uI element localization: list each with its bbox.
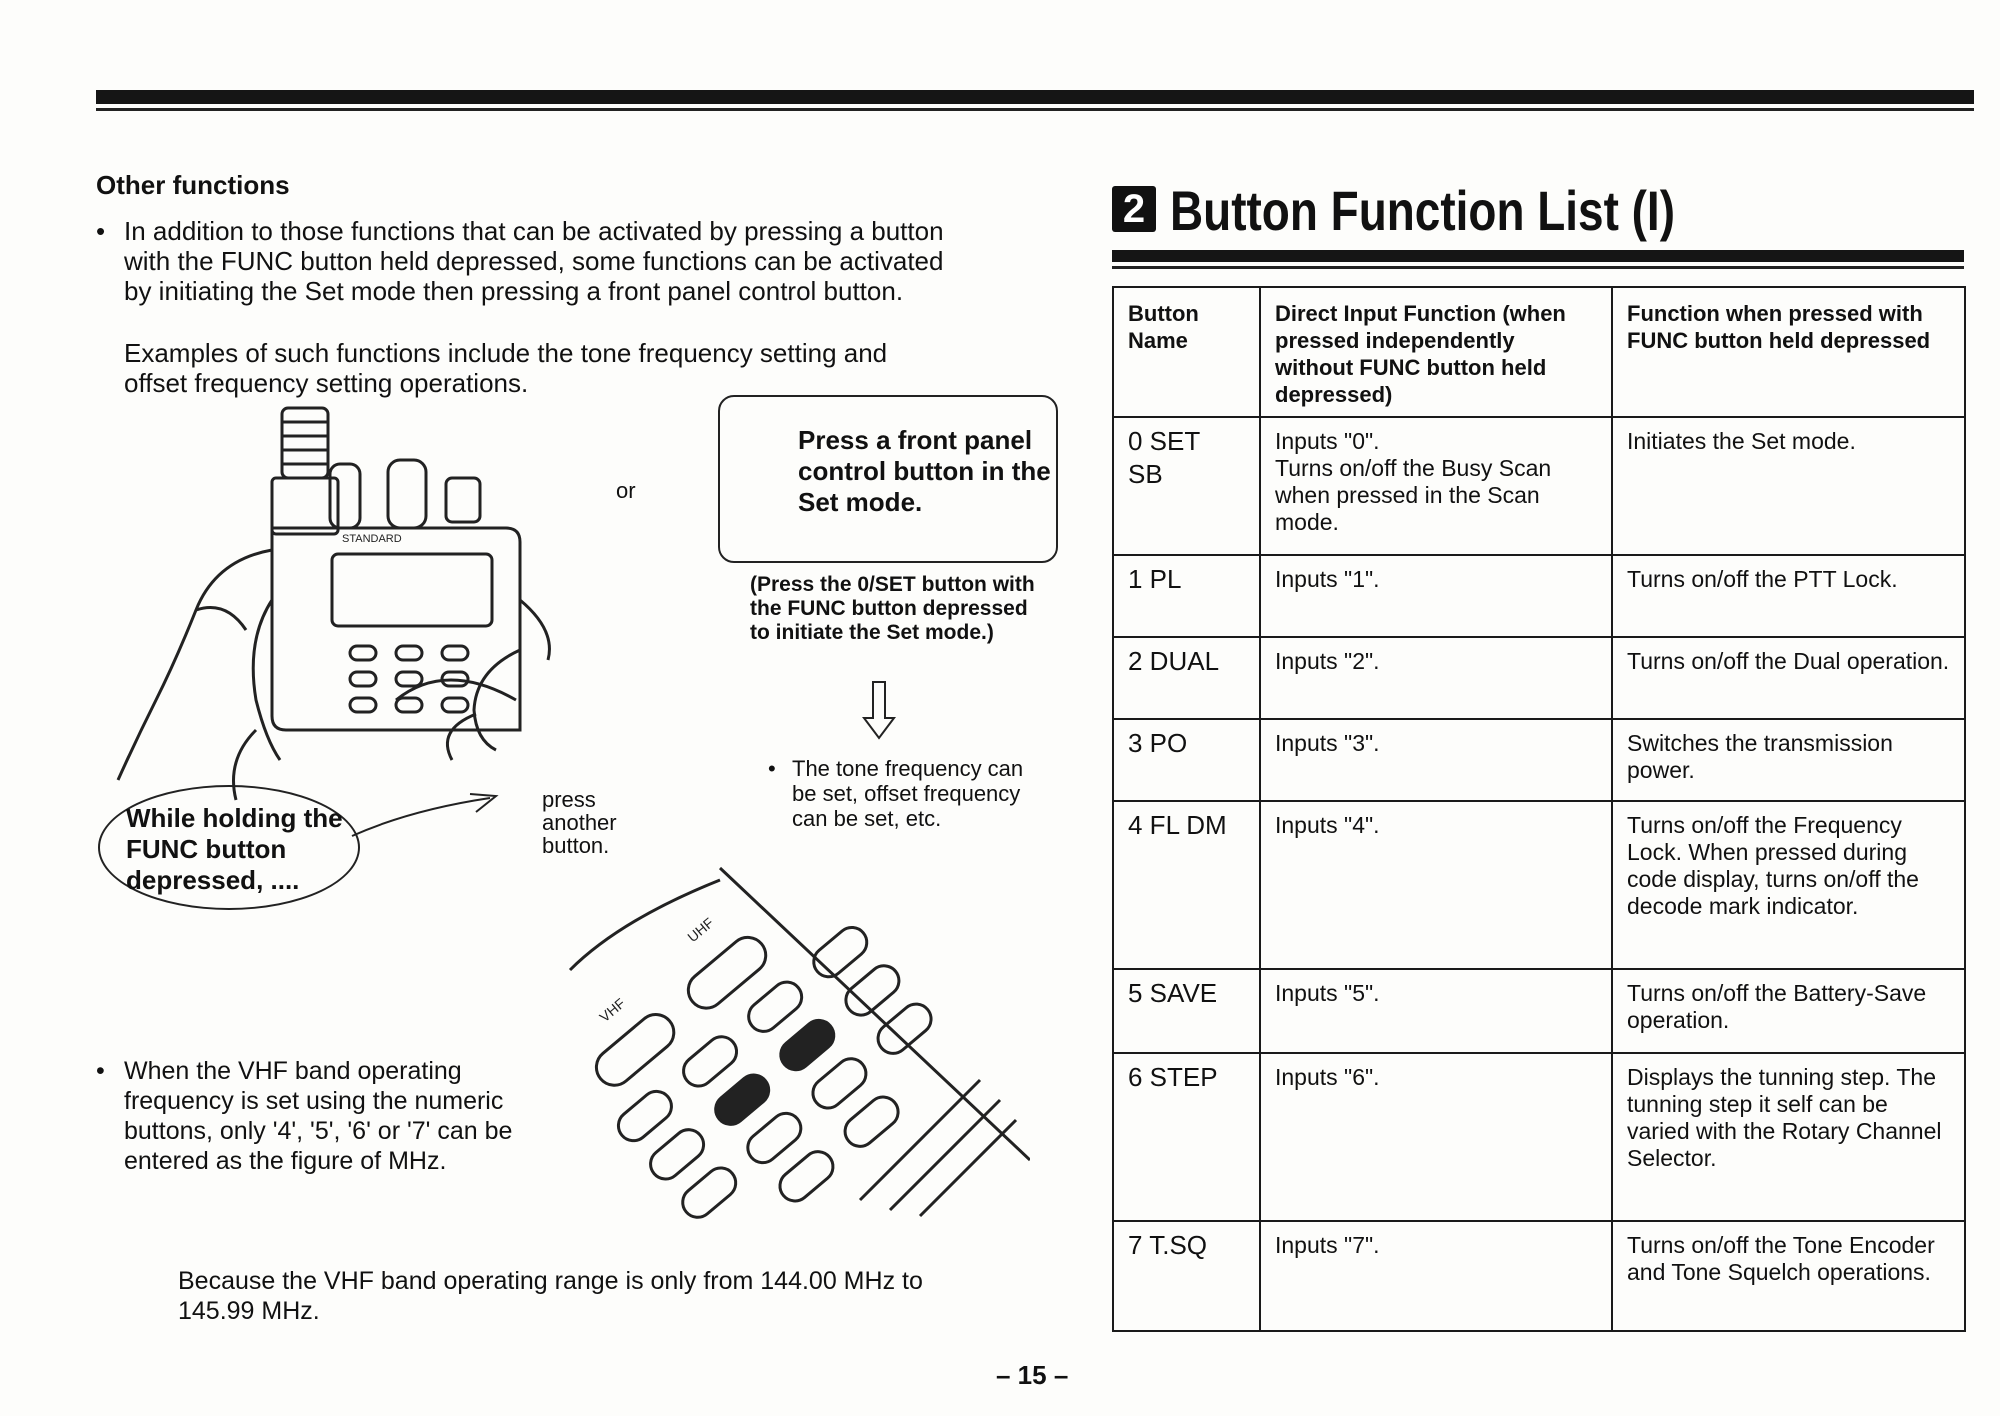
direct-input-extra: Turns on/off the Busy Scan when pressed in the Scan mode. bbox=[1275, 455, 1552, 535]
bullet-glyph: • bbox=[96, 216, 106, 246]
direct-input-text: Inputs "0". bbox=[1275, 428, 1380, 454]
table-row bbox=[1113, 1053, 1965, 1221]
table-row bbox=[1113, 969, 1965, 1053]
button-name: 0 SET bbox=[1128, 426, 1201, 456]
direct-input-text: Inputs "2". bbox=[1260, 637, 1612, 719]
vhf-mhz-note-text: When the VHF band operating frequency is set using the numeric buttons, only '4', '5', '6' or '7' can be entered as the figure of MHz. bbox=[124, 1057, 513, 1175]
bullet-glyph: • bbox=[96, 1057, 105, 1085]
header-func-pressed: Function when pressed with FUNC button held depressed bbox=[1612, 287, 1965, 417]
arrow-icon bbox=[350, 790, 500, 840]
set-mode-callout: Press a front panel control button in the Set mode. bbox=[718, 395, 1058, 563]
top-rule bbox=[96, 90, 1974, 104]
press-another-label: press another button. bbox=[542, 787, 617, 858]
button-function-table bbox=[1112, 286, 1966, 1332]
keypad-illustration bbox=[560, 860, 1030, 1220]
top-rule-thin bbox=[96, 108, 1974, 111]
func-pressed-text: Turns on/off the Frequency Lock. When pressed during code display, turns on/off the decode mark indicator. bbox=[1612, 801, 1965, 969]
table-row bbox=[1113, 719, 1965, 801]
button-name: 6 STEP bbox=[1113, 1053, 1260, 1221]
title-rule bbox=[1112, 250, 1964, 262]
header-direct-input: Direct Input Function (when pressed independently without FUNC button held depressed) bbox=[1260, 287, 1612, 417]
func-held-bubble: While holding the FUNC button depressed, .... bbox=[98, 785, 360, 910]
vhf-mhz-note bbox=[96, 1056, 566, 1176]
func-pressed-text: Switches the transmission power. bbox=[1612, 719, 1965, 801]
row-name-cell bbox=[1113, 417, 1260, 555]
intro-paragraph bbox=[96, 216, 956, 306]
set-mode-note: (Press the 0/SET button with the FUNC button depressed to initiate the Set mode.) bbox=[750, 573, 1035, 644]
or-label: or bbox=[616, 478, 636, 503]
table-row bbox=[1113, 801, 1965, 969]
direct-input-text: Inputs "4". bbox=[1260, 801, 1612, 969]
button-name: 1 PL bbox=[1113, 555, 1260, 637]
table-row bbox=[1113, 417, 1965, 555]
button-name: 2 DUAL bbox=[1113, 637, 1260, 719]
section-title-text: Button Function List (I) bbox=[1170, 179, 1675, 242]
tone-note-text: The tone frequency can be set, offset frequency can be set, etc. bbox=[792, 756, 1024, 831]
func-pressed-text: Turns on/off the Tone Encoder and Tone Squelch operations. bbox=[1612, 1221, 1965, 1331]
row-direct-cell bbox=[1260, 417, 1612, 555]
vhf-key-label: VHF bbox=[596, 994, 629, 1026]
radio-brand-label: STANDARD bbox=[342, 533, 402, 545]
func-pressed-text: Initiates the Set mode. bbox=[1612, 417, 1965, 555]
uhf-key-label: UHF bbox=[684, 914, 717, 946]
table-row bbox=[1113, 555, 1965, 637]
tone-note bbox=[768, 756, 1048, 831]
direct-input-text: Inputs "6". bbox=[1260, 1053, 1612, 1221]
bullet-glyph: • bbox=[768, 756, 776, 781]
button-name: 3 PO bbox=[1113, 719, 1260, 801]
direct-input-text: Inputs "7". bbox=[1260, 1221, 1612, 1331]
page-number: – 15 – bbox=[996, 1360, 1069, 1390]
func-pressed-text: Turns on/off the PTT Lock. bbox=[1612, 555, 1965, 637]
direct-input-text: Inputs "1". bbox=[1260, 555, 1612, 637]
examples-paragraph: Examples of such functions include the tone frequency setting and offset frequency setting operations. bbox=[124, 338, 888, 398]
func-pressed-text: Turns on/off the Battery-Save operation. bbox=[1612, 969, 1965, 1053]
vhf-range-note: Because the VHF band operating range is only from 144.00 MHz to 145.99 MHz. bbox=[178, 1267, 923, 1325]
button-name-alt: SB bbox=[1128, 459, 1163, 489]
table-row bbox=[1113, 637, 1965, 719]
button-name: 4 FL DM bbox=[1113, 801, 1260, 969]
func-pressed-text: Turns on/off the Dual operation. bbox=[1612, 637, 1965, 719]
title-rule-thin bbox=[1112, 266, 1964, 269]
direct-input-text: Inputs "5". bbox=[1260, 969, 1612, 1053]
button-name: 5 SAVE bbox=[1113, 969, 1260, 1053]
table-header-row bbox=[1113, 287, 1965, 417]
intro-paragraph-text: In addition to those functions that can be activated by pressing a button with the FUNC button held depressed, some functions can be activated by initiating the Set mode then pressing a front panel control button. bbox=[124, 216, 944, 306]
direct-input-text: Inputs "3". bbox=[1260, 719, 1612, 801]
func-pressed-text: Displays the tunning step. The tunning step it self can be varied with the Rotary Channel Selector. bbox=[1612, 1053, 1965, 1221]
header-button-name: Button Name bbox=[1113, 287, 1260, 417]
other-functions-heading: Other functions bbox=[96, 170, 290, 200]
section-number-badge: 2 bbox=[1112, 186, 1156, 232]
table-row bbox=[1113, 1221, 1965, 1331]
button-name: 7 T.SQ bbox=[1113, 1221, 1260, 1331]
down-arrow-icon bbox=[862, 680, 896, 740]
